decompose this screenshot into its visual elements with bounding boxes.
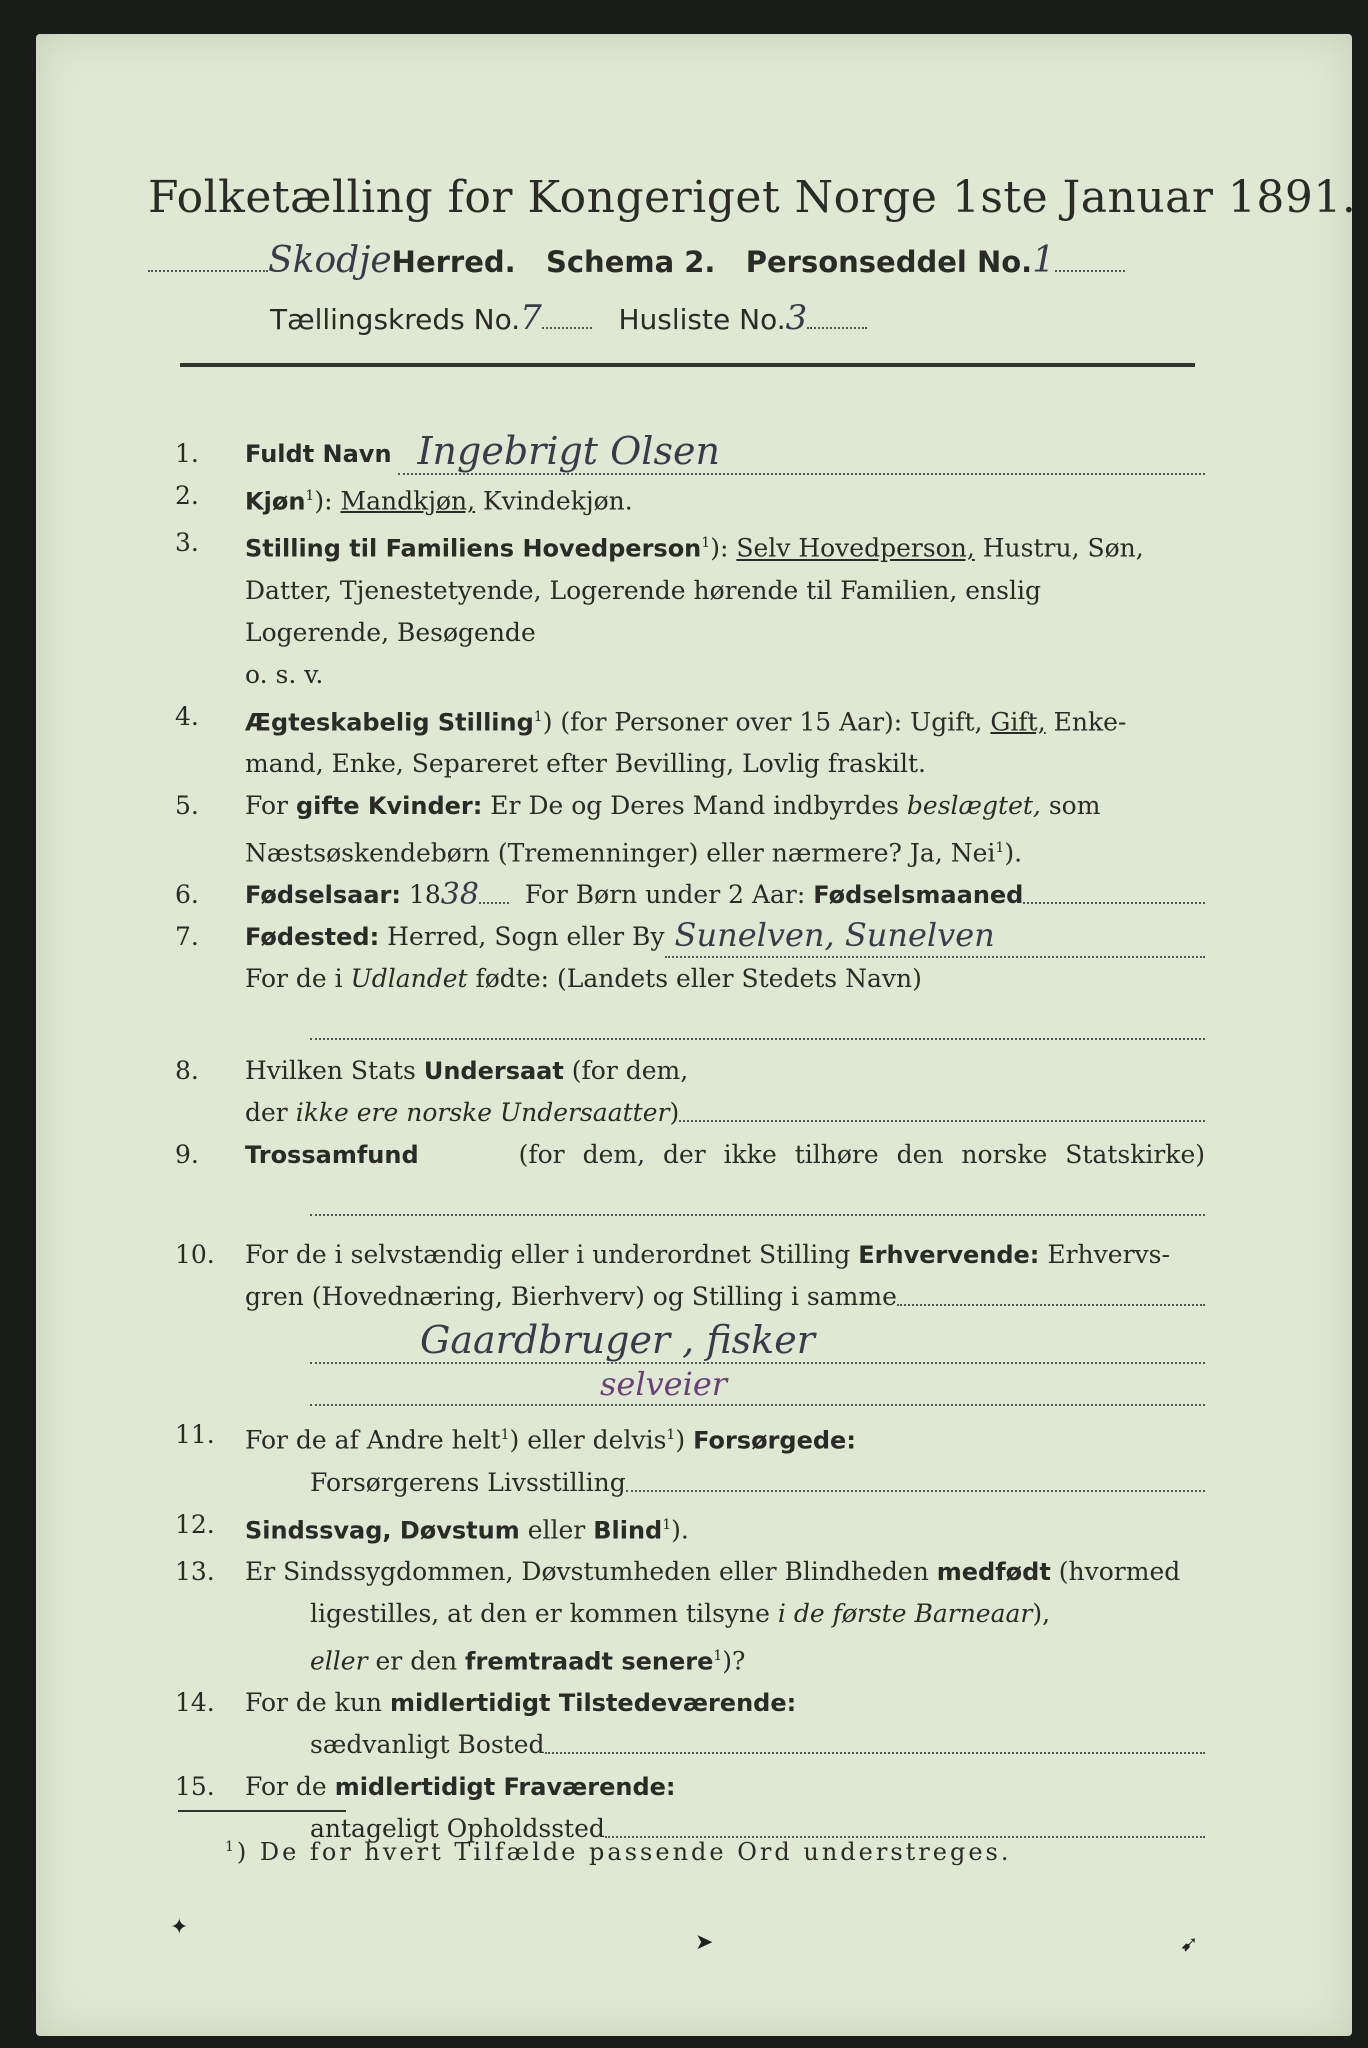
- birthplace-value: Sunelven, Sunelven: [665, 916, 1205, 958]
- header-line-kreds: [270, 298, 1170, 338]
- question-text: Er De og Deres Mand indbyrdes: [490, 790, 899, 820]
- footnote-ref: 1: [666, 1427, 676, 1444]
- question-number: 13.: [175, 1556, 215, 1586]
- question-label: Fødested:: [245, 923, 380, 952]
- question-number: 3.: [175, 528, 199, 558]
- blank-fill-line: [310, 1176, 1205, 1216]
- question-text: i de første Barneaar: [777, 1598, 1033, 1628]
- question-10: [175, 1234, 1205, 1414]
- question-number: 2.: [175, 481, 199, 510]
- footnote-ref: 1: [701, 535, 711, 552]
- question-number: 8.: [175, 1056, 199, 1086]
- question-text: For de: [245, 1772, 327, 1802]
- question-text: (hvormed: [1058, 1556, 1181, 1586]
- dotted-leader: [626, 1462, 1205, 1492]
- question-text: ikke ere norske Undersaatter: [295, 1098, 670, 1128]
- question-label: fremtraadt senere: [465, 1647, 714, 1676]
- question-number: 12.: [175, 1509, 215, 1539]
- husliste-value: 3: [785, 298, 808, 338]
- birth-year-value: 38: [440, 877, 479, 913]
- question-12: [175, 1504, 1205, 1551]
- question-label: midlertidigt Tilstedeværende:: [389, 1689, 797, 1718]
- options-text: Enke-: [1053, 706, 1127, 736]
- footnote-rule: [178, 1810, 346, 1812]
- question-1: [175, 415, 1205, 475]
- question-text: ): [669, 1098, 680, 1128]
- question-label: Blind: [593, 1515, 663, 1544]
- question-label: Kjøn: [245, 487, 306, 516]
- option: Kvindekjøn.: [483, 486, 633, 516]
- punct: ): [675, 1425, 686, 1455]
- blank-fill-line: [310, 1000, 1205, 1040]
- question-number: 4.: [175, 701, 199, 731]
- question-text: der: [245, 1098, 288, 1128]
- year-prefix: 18: [408, 880, 441, 910]
- question-label: Fuldt Navn: [245, 440, 392, 468]
- footnote-ref: 1: [225, 1839, 237, 1855]
- options-text: mand, Enke, Separeret efter Bevilling, Lovlig fraskilt.: [245, 748, 926, 778]
- footnote-ref: 1: [533, 708, 543, 725]
- dotted-leader: [897, 1276, 1205, 1306]
- footnote-text: ) De for hvert Tilfælde passende Ord understreges.: [236, 1838, 1012, 1866]
- question-text: Er Sindssygdommen, Døvstumheden eller Blindheden: [245, 1556, 929, 1586]
- punct: ),: [1032, 1598, 1051, 1628]
- question-text: For de i selvstændig eller i underordnet Stilling: [245, 1240, 851, 1270]
- question-text: For Børn under 2 Aar:: [524, 880, 806, 910]
- option-selected: Selv Hovedperson,: [736, 533, 975, 563]
- question-11: [175, 1414, 1205, 1503]
- question-8: [175, 1050, 1205, 1134]
- question-label: gifte Kvinder:: [295, 791, 483, 820]
- question-text: ) eller delvis: [509, 1425, 667, 1455]
- question-text: eller: [310, 1646, 368, 1676]
- dotted-leader: [1055, 270, 1125, 272]
- question-text: Herred, Sogn eller By: [387, 922, 665, 952]
- punct: ).: [1004, 838, 1023, 868]
- options-text: ) (for Personer over 15 Aar): Ugift,: [542, 706, 983, 736]
- corner-mark-icon: ➤: [695, 1930, 714, 1955]
- question-number: 6.: [175, 880, 199, 910]
- question-text: For de af Andre helt: [245, 1425, 501, 1455]
- question-number: 11.: [175, 1420, 215, 1450]
- question-number: 1.: [175, 439, 199, 468]
- question-number: 9.: [175, 1140, 199, 1170]
- personseddel-label: Personseddel No.: [745, 245, 1033, 279]
- question-text: beslægtet,: [906, 790, 1041, 820]
- footnote-ref: 1: [662, 1516, 672, 1533]
- question-label: Fødselsaar:: [245, 881, 401, 910]
- footnote-ref: 1: [995, 839, 1005, 856]
- question-label: Fødselsmaaned: [813, 881, 1024, 910]
- question-6: [175, 874, 1205, 916]
- occupation-value-2: selveier: [310, 1364, 1205, 1406]
- dotted-leader: [1023, 874, 1205, 904]
- footnote-ref: 1: [500, 1427, 510, 1444]
- corner-mark-icon: ✦: [170, 1915, 189, 1940]
- question-label: Sindssvag, Døvstum: [245, 1515, 520, 1544]
- question-text: eller: [527, 1514, 586, 1544]
- dotted-leader: [545, 1724, 1205, 1754]
- question-text: For: [245, 790, 288, 820]
- option-selected: Gift,: [990, 706, 1046, 736]
- occupation-value: Gaardbruger , fisker: [310, 1318, 1205, 1364]
- question-text: (for dem, der ikke tilhøre den norske Statskirke): [518, 1140, 1205, 1170]
- question-label: midlertidigt Fraværende:: [334, 1773, 676, 1802]
- question-7: [175, 916, 1205, 1050]
- question-3: [175, 522, 1205, 695]
- options-text: o. s. v.: [245, 659, 324, 689]
- questions-list: [175, 415, 1205, 1850]
- option-selected: Mandkjøn,: [340, 486, 476, 516]
- husliste-label: Husliste No.: [618, 303, 786, 336]
- dotted-leader: [605, 1808, 1205, 1838]
- question-number: 15.: [175, 1772, 215, 1802]
- question-text: Næstsøskendebørn (Tremenninger) eller nærmere? Ja, Nei: [245, 838, 996, 868]
- options-text: Hustru, Søn,: [982, 533, 1144, 563]
- footnote: [225, 1838, 1125, 1866]
- question-label: Forsørgede:: [693, 1426, 856, 1455]
- kreds-value: 7: [520, 298, 542, 338]
- corner-mark-icon: ➹: [1180, 1932, 1199, 1957]
- question-text: er den: [375, 1646, 458, 1676]
- footnote-ref: 1: [713, 1647, 723, 1664]
- question-text: fødte: (Landets eller Stedets Navn): [475, 964, 922, 994]
- question-number: 10.: [175, 1240, 215, 1270]
- question-14: [175, 1682, 1205, 1766]
- personseddel-value: 1: [1032, 240, 1056, 281]
- question-number: 5.: [175, 790, 199, 820]
- question-label: Trossamfund: [245, 1141, 419, 1170]
- question-text: (for dem,: [571, 1056, 689, 1086]
- question-9: [175, 1134, 1205, 1234]
- question-text: ligestilles, at den er kommen tilsyne: [310, 1598, 770, 1628]
- question-label: Undersaat: [423, 1057, 564, 1086]
- punct: ):: [710, 533, 729, 563]
- question-13: [175, 1551, 1205, 1682]
- question-text: Hvilken Stats: [245, 1056, 416, 1086]
- punct: )?: [722, 1646, 746, 1676]
- question-number: 14.: [175, 1688, 215, 1718]
- question-text: gren (Hovednæring, Bierhverv) og Stilling i samme: [245, 1282, 897, 1312]
- dotted-leader: [679, 1092, 1205, 1122]
- dotted-leader: [807, 327, 867, 329]
- question-label: Erhvervende:: [858, 1241, 1040, 1270]
- question-number: 7.: [175, 922, 199, 952]
- punct: ).: [671, 1514, 689, 1544]
- header-line-herred: [148, 240, 1198, 284]
- question-text: antageligt Opholdssted: [310, 1814, 605, 1844]
- question-text: For de kun: [245, 1688, 383, 1718]
- options-text: Datter, Tjenestetyende, Logerende hørende til Familien, enslig: [245, 575, 1042, 605]
- options-text: Logerende, Besøgende: [245, 617, 536, 647]
- form-title: Folketælling for Kongeriget Norge 1ste Januar 1891.: [148, 172, 1357, 223]
- question-text: sædvanligt Bosted: [310, 1730, 545, 1760]
- full-name-value: Ingebrigt Olsen: [398, 429, 1205, 475]
- herred-value: Skodje: [268, 240, 392, 281]
- question-label: Stilling til Familiens Hovedperson: [245, 534, 702, 563]
- kreds-label: Tællingskreds No.: [270, 303, 521, 336]
- dotted-leader: [479, 874, 509, 904]
- question-2: [175, 475, 1205, 522]
- question-text: som: [1048, 790, 1101, 820]
- herred-label: Herred.: [391, 245, 516, 279]
- dotted-leader: [542, 327, 592, 329]
- question-5: [175, 785, 1205, 874]
- dotted-leader: [148, 270, 268, 272]
- question-text: For de i: [245, 964, 343, 994]
- schema-label: Schema 2.: [545, 245, 716, 279]
- header-rule: [180, 363, 1195, 367]
- footnote-ref: 1: [305, 488, 315, 504]
- question-text: Udlandet: [350, 964, 468, 994]
- question-label: Ægteskabelig Stilling: [245, 707, 534, 736]
- question-4: [175, 696, 1205, 785]
- punct: ):: [314, 486, 333, 516]
- question-text: Forsørgerens Livsstilling: [310, 1467, 626, 1497]
- question-label: medfødt: [936, 1557, 1051, 1586]
- question-text: Erhvervs-: [1047, 1240, 1170, 1270]
